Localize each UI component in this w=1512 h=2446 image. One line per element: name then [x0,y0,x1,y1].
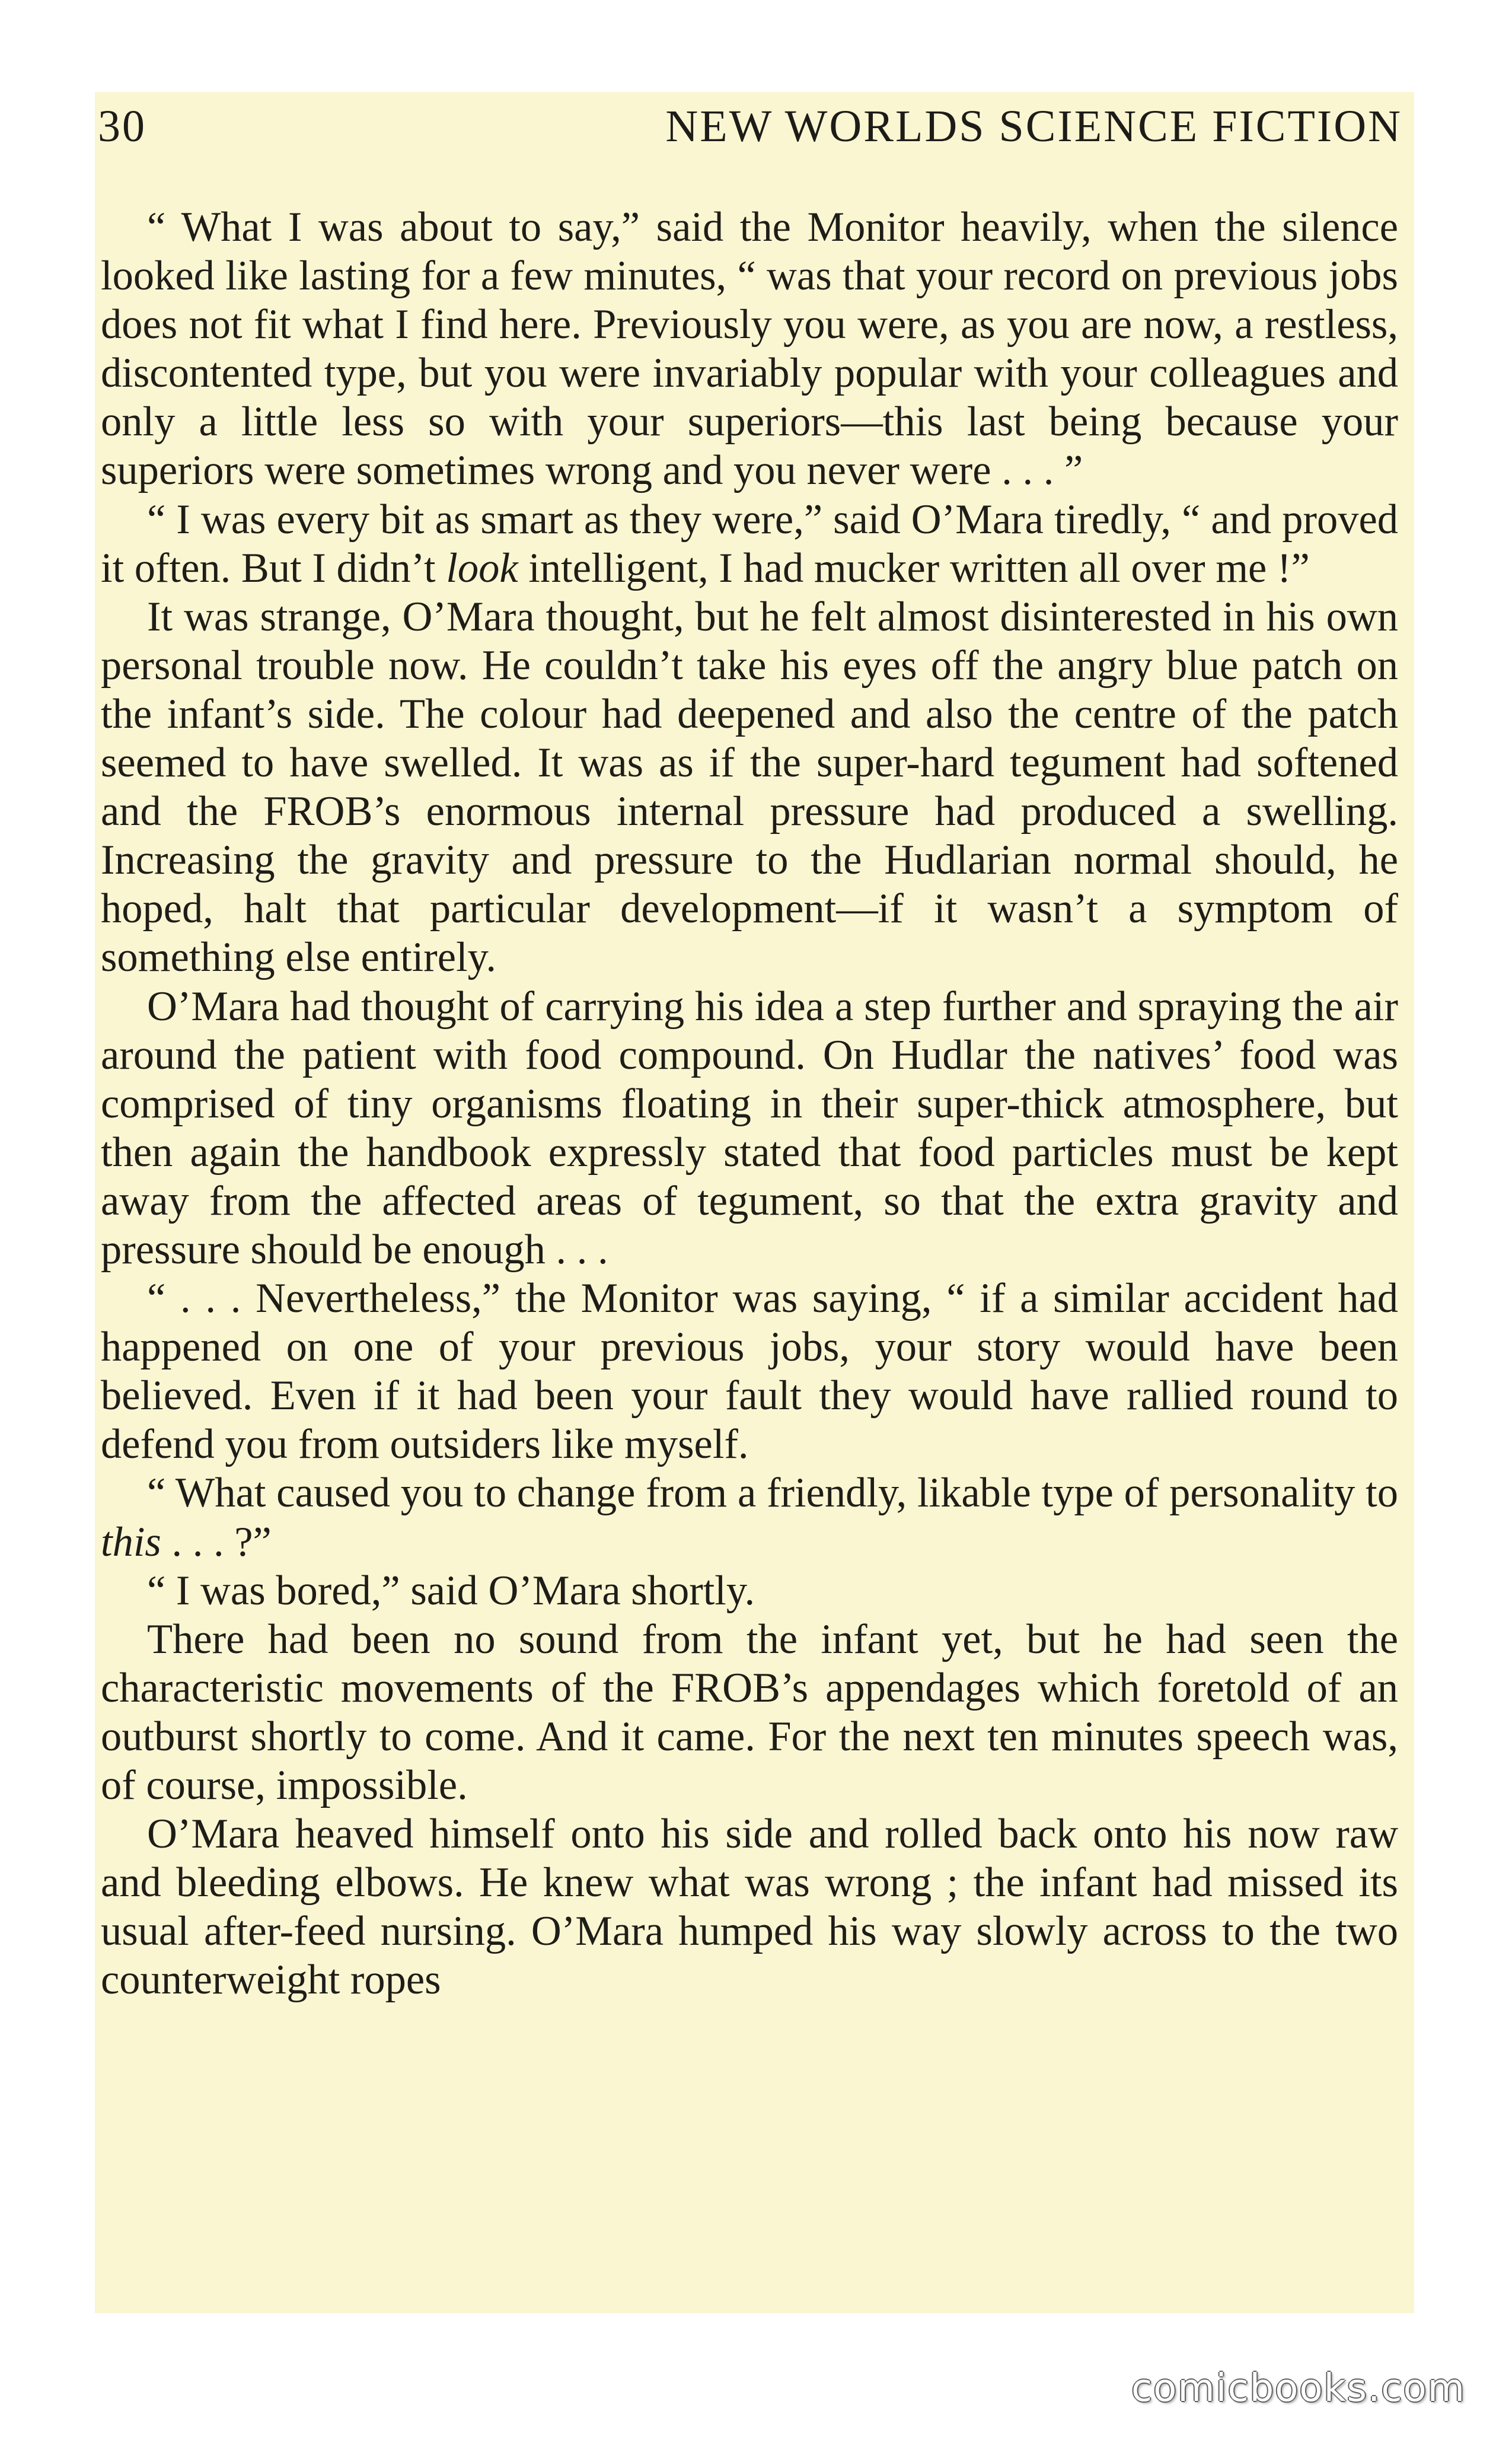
paragraph: It was strange, O’Mara thought, but he felt almost disinterested in his own personal trouble now. He couldn’t take his eyes off the angry blue patch on the infant’s side. The colour had deepened and also the centre of the patch seemed to have swelled. It was as if the super-hard tegument had softened and the FROB’s enormous internal pressure had produced a swelling. Increasing the gravity and pressure to the Hudlarian normal should, he hoped, halt that particular development—if it wasn’t a symptom of something else entirely. [101,593,1398,981]
running-title: NEW WORLDS SCIENCE FICTION [665,101,1402,151]
paragraph: O’Mara heaved himself onto his side and rolled back onto his now raw and bleeding elbows. He knew what was wrong ; the infant had missed its usual after-feed nursing. O’Mara humped his way slowly across to the two counterweight ropes [101,1811,1398,2004]
paragraph [101,1469,1398,1566]
paragraph: O’Mara had thought of carrying his idea a step further and spraying the air around the patient with food compound. On Hudlar the natives’ food was comprised of tiny organisms floating in their super-thick atmosphere, but then again the handbook expressly stated that food particles must be kept away from the affected areas of tegument, so that the extra gravity and pressure should be enough . . . [101,983,1398,1273]
page-header [98,101,1402,166]
paragraph: “ What I was about to say,” said the Monitor heavily, when the silence looked like lasting for a few minutes, “ was that your record on previous jobs does not fit what I find here. Previously you were, as you are now, a restless, discontented type, but you were invariably popular with your colleagues and only a little less so with your superiors—this last being because your superiors were sometimes wrong and you never were . . . ” [101,204,1398,494]
paragraph: “ I was bored,” said O’Mara shortly. [147,1567,755,1614]
italic-word: this [101,1518,161,1565]
italic-word: look [446,544,518,591]
text-run: “ I was every bit as smart as they were,” said O’Mara tiredly, “ and proved it often. But I didn’t [101,496,1398,591]
paragraph [101,495,1398,593]
paragraph: “ . . . Nevertheless,” the Monitor was saying, “ if a similar accident had happened on one of your previous jobs, your story would have been believed. Even if it had been your fault they would have rallied round to defend you from outsiders like myself. [101,1275,1398,1468]
paragraph: There had been no sound from the infant yet, but he had seen the characteristic movements of the FROB’s appendages which foretold of an outburst shortly to come. And it came. For the next ten minutes speech was, of course, impossible. [101,1616,1398,1808]
story-text [101,203,1398,2004]
page-number: 30 [98,101,146,151]
text-run: . . . ?” [161,1518,272,1565]
text-run: intelligent, I had mucker written all over me !” [518,544,1310,591]
text-run: “ What caused you to change from a friendly, likable type of personality to [147,1470,1398,1517]
watermark-logo: comicbooks.com [1131,2367,1466,2410]
